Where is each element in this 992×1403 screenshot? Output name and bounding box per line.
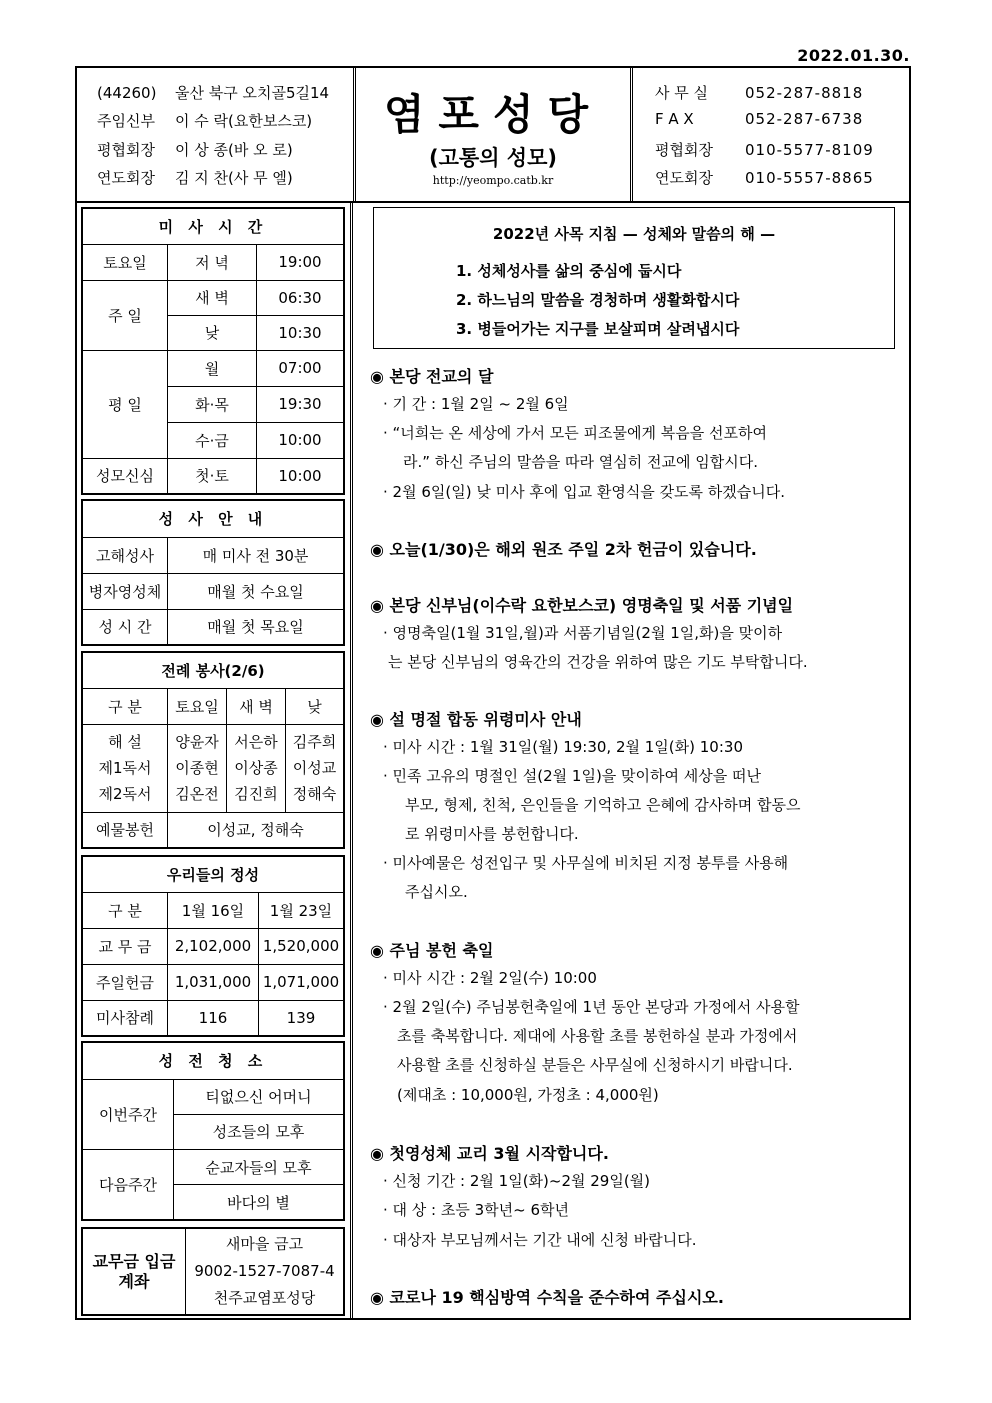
account-number: 9002-1527-7087-4 <box>194 1262 335 1280</box>
parish-info <box>77 68 356 201</box>
offering-title: 우리들의 정성 <box>82 856 344 892</box>
notice-communion-title: ◉ 첫영성체 교리 3월 시작합니다. <box>370 1144 609 1163</box>
bulletin-date: 2022.01.30. <box>797 46 910 65</box>
sacrament-title: 성 사 안 내 <box>82 500 344 537</box>
contacts <box>633 68 909 201</box>
notice-evangelization-title: ◉ 본당 전교의 달 <box>370 367 494 386</box>
sacrament-table: 성 사 안 내 고해성사 매 미사 전 30분 병자영성체 매월 첫 수요일 성 시 간 매월 첫 목요일 <box>81 499 345 646</box>
notice-feast-title: ◉ 본당 신부님(이수락 요한보스코) 영명축일 및 서품 기념일 <box>370 596 794 615</box>
liturgy-title: 전례 봉사(2/6) <box>82 652 344 688</box>
contact-council: 평협회장 010-5577-8109 <box>655 141 874 159</box>
cleaning-table: 성 전 청 소 이번주간 티없으신 어머니 성조들의 모후 다음주간 순교자들의 모후 바다의 별 <box>81 1041 345 1221</box>
liturgy-table: 전례 봉사(2/6) 구 분 토요일 새 벽 낮 해 설 제1독서 제2독서 양윤자 이종현 김온전 서은하 이상종 김진희 김주희 이성교 정해숙 예물봉헌 이성교, 정해숙 <box>81 651 345 849</box>
council-president-row: 평협회장 이 상 종(바 오 로) <box>97 141 293 159</box>
offering-table: 우리들의 정성 구 분 1월 16일 1월 23일 교 무 금 2,102,000 1,520,000 주일헌금 1,031,000 1,071,000 미사참례 116 139 <box>81 855 345 1037</box>
notice-presentation-title: ◉ 주님 봉헌 축일 <box>370 941 494 960</box>
notice-covid-title: ◉ 코로나 19 핵심방역 수칙을 준수하여 주십시오. <box>370 1288 724 1307</box>
contact-office: 사 무 실 052-287-8818 <box>655 84 864 102</box>
bulletin-header <box>75 66 911 203</box>
cleaning-title: 성 전 청 소 <box>82 1042 344 1079</box>
mass-times-title: 미 사 시 간 <box>82 208 344 244</box>
contact-prayer: 연도회장 010-5557-8865 <box>655 169 874 187</box>
pastor-row: 주임신부 이 수 락(요한보스코) <box>97 112 313 130</box>
parish-patron: (고통의 성모) <box>429 146 557 170</box>
parish-url[interactable]: http://yeompo.catb.kr <box>432 174 554 187</box>
prayer-president-row: 연도회장 김 지 찬(사 무 엘) <box>97 169 293 187</box>
column-divider <box>350 203 353 1320</box>
mass-times-table: 미 사 시 간 토요일 저 녁 19:00 주 일 새 벽 06:30 낮 10:30 평 일 월 07:00 화·목 19:30 수·금 10:00 성모신심 첫·토 10:00 <box>81 207 345 495</box>
account-label: 교무금 입금계좌 <box>82 1228 186 1315</box>
pastoral-guidelines-box: 2022년 사목 지침 — 성체와 말씀의 해 — 1. 성체성사를 삶의 중심에 둡시다 2. 하느님의 말씀을 경청하며 생활화합시다 3. 병들어가는 지구를 보살피며 살려냅시다 <box>373 207 895 349</box>
notice-collection-title: ◉ 오늘(1/30)은 해외 원조 주일 2차 헌금이 있습니다. <box>370 540 757 559</box>
parish-name: 염포성당 <box>383 90 603 139</box>
account-table: 교무금 입금계좌 새마을 금고 9002-1527-7087-4 천주교염포성당 <box>81 1227 345 1316</box>
address-row: (44260) 울산 북구 오치골5길14 <box>97 84 330 102</box>
parish-title-block <box>356 68 633 201</box>
contact-fax: F A X 052-287-6738 <box>655 110 864 128</box>
pastoral-heading: 2022년 사목 지침 — 성체와 말씀의 해 — <box>492 225 776 243</box>
notice-memorial-mass-title: ◉ 설 명절 합동 위령미사 안내 <box>370 710 582 729</box>
